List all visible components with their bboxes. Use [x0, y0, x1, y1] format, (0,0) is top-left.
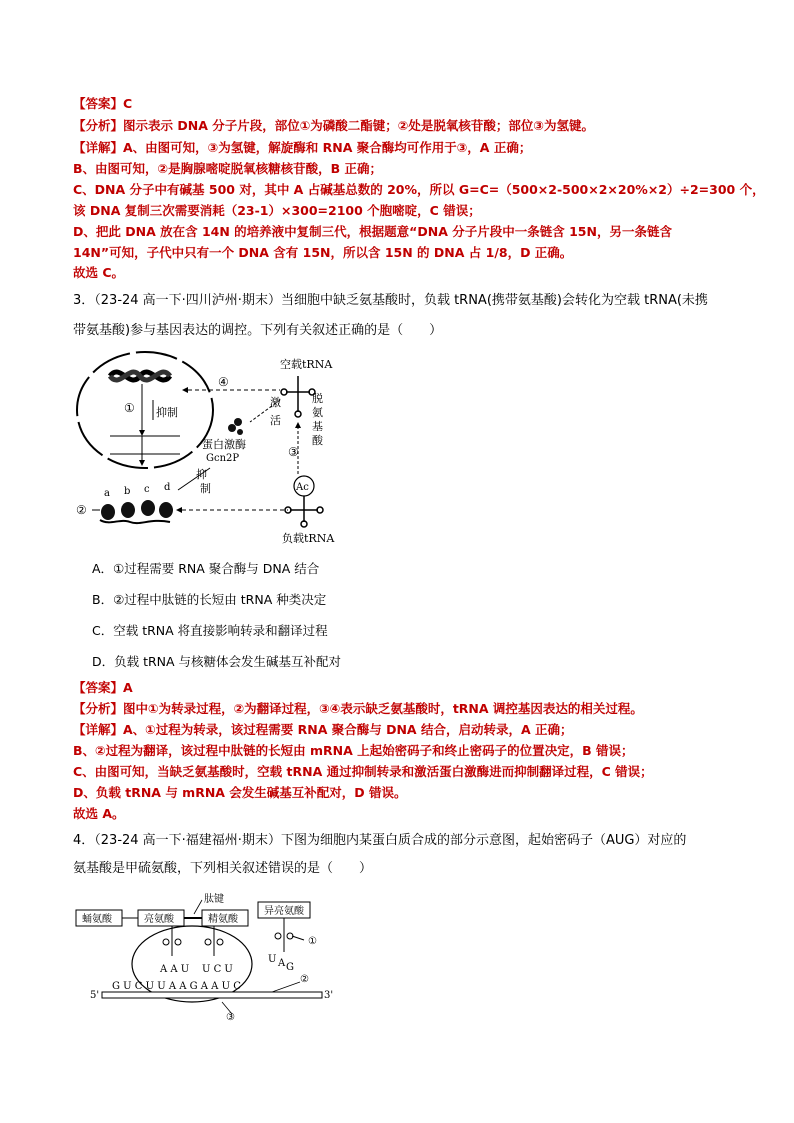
- ac-label: Ac: [296, 482, 309, 493]
- q3-option-d: D．负载 tRNA 与核糖体会发生碱基互补配对: [92, 654, 342, 669]
- explain-line-c2: 该 DNA 复制三次需要消耗（23-1）×300=2100 个胞嘧啶，C 错误；: [73, 203, 481, 218]
- enzyme-sub-label: Gcn2P: [206, 453, 240, 464]
- aa-3-label: 精氨酸: [208, 914, 238, 925]
- question-4-diagram: [72, 892, 342, 1022]
- enzyme-label: 蛋白激酶: [202, 438, 246, 451]
- activate-label-2: 活: [270, 414, 281, 427]
- ribosome-c: c: [144, 484, 150, 495]
- deacyl-2: 氨: [312, 406, 323, 419]
- three-prime-label: 3': [324, 990, 334, 1001]
- loaded-trna-icon: [285, 496, 323, 527]
- explain-line-d2: 14N”可知，子代中只有一个 DNA 含有 15N，所以含 15N 的 DNA 占 1/8，D 正确。: [73, 245, 573, 260]
- step-3-label: ③: [288, 445, 299, 459]
- aa-2-label: 亮氨酸: [144, 914, 174, 925]
- question-3-diagram: [70, 350, 350, 550]
- explain-line-d1: D、把此 DNA 放在含 14N 的培养液中复制三代，根据题意“DNA 分子片段中一条链含 15N，另一条链含: [73, 224, 672, 239]
- q3-option-a: A．①过程需要 RNA 聚合酶与 DNA 结合: [92, 561, 320, 576]
- explain-2-b: B、②过程为翻译，该过程中肽链的长短由 mRNA 上起始密码子和终止密码子的位置决定，B 错误；: [73, 743, 634, 758]
- ribosome-d: d: [164, 482, 171, 493]
- inhibit-label-1: 抑制: [156, 406, 178, 419]
- deacyl-1: 脱: [312, 392, 323, 405]
- anticodon-3a: U: [268, 954, 277, 965]
- label-1: ①: [308, 936, 317, 947]
- step-4-label: ④: [218, 375, 229, 389]
- answer-line-2: 【答案】A: [73, 680, 133, 695]
- five-prime-label: 5': [90, 990, 100, 1001]
- inhibit-label-2b: 制: [200, 482, 211, 495]
- activate-label-1: 激: [270, 396, 281, 409]
- analysis-line-2: 【分析】图中①为转录过程，②为翻译过程，③④表示缺乏氨基酸时，tRNA 调控基因表达的相关过程。: [73, 701, 643, 716]
- question-3-stem-line2: 带氨基酸)参与基因表达的调控。下列有关叙述正确的是（ ）: [73, 323, 443, 338]
- question-3-stem-line1: 3．（23-24 高一下·四川泸州·期末）当细胞中缺乏氨基酸时，负载 tRNA(携带氨基酸)会转化为空载 tRNA(未携: [73, 293, 708, 308]
- question-4-stem-line1: 4．（23-24 高一下·福建福州·期末）下图为细胞内某蛋白质合成的部分示意图，起始密码子（AUG）对应的: [73, 833, 687, 848]
- empty-trna-label: 空载tRNA: [280, 358, 333, 371]
- explain-line-c1: C、DNA 分子中有碱基 500 对，其中 A 占碱基总数的 20%，所以 G=C=（500×2-500×2×20%×2）÷2=300 个，: [73, 182, 765, 197]
- loaded-trna-label: 负载tRNA: [282, 532, 335, 545]
- conclusion-line-2: 故选 A。: [73, 806, 125, 821]
- protein-kinase-icon: [228, 418, 243, 435]
- step-2-label: ②: [76, 503, 87, 517]
- explain-2-c: C、由图可知，当缺乏氨基酸时，空载 tRNA 通过抑制转录和激活蛋白激酶进而抑制翻译过程，C 错误；: [73, 764, 653, 779]
- step-1-label: ①: [124, 401, 135, 415]
- q3-option-c: C．空载 tRNA 将直接影响转录和翻译过程: [92, 623, 328, 638]
- conclusion-line: 故选 C。: [73, 265, 125, 280]
- analysis-line: 【分析】图示表示 DNA 分子片段，部位①为磷酸二酯键；②处是脱氧核苷酸；部位③为氢键。: [73, 118, 594, 133]
- explain-line-a: 【详解】A、由图可知，③为氢键，解旋酶和 RNA 聚合酶均可作用于③，A 正确；: [73, 140, 532, 155]
- aa-1-label: 蛹氨酸: [82, 914, 112, 925]
- anticodon-3b: A: [278, 958, 286, 969]
- empty-trna-icon: [281, 376, 315, 417]
- deacyl-3: 基: [312, 420, 323, 433]
- label-3: ③: [226, 1012, 235, 1022]
- q3-option-b: B．②过程中肽链的长短由 tRNA 种类决定: [92, 592, 327, 607]
- label-2: ②: [300, 974, 309, 985]
- deacyl-4: 酸: [312, 434, 323, 447]
- anticodon-1: A A U: [160, 964, 190, 975]
- question-4-stem-line2: 氨基酸是甲硫氨酸，下列相关叙述错误的是（ ）: [73, 861, 373, 876]
- anticodon-3c: G: [286, 962, 294, 973]
- explain-line-b: B、由图可知，②是胸腺嘧啶脱氧核糖核苷酸，B 正确；: [73, 161, 382, 176]
- inhibit-label-2a: 抑: [196, 468, 207, 481]
- mrna-sequence: G U C U U A A G A A U C: [112, 981, 241, 992]
- explain-2-a: 【详解】A、①过程为转录，该过程需要 RNA 聚合酶与 DNA 结合，启动转录，A 正确；: [73, 722, 573, 737]
- anticodon-2: U C U: [202, 964, 233, 975]
- ribosome-a: a: [104, 488, 110, 499]
- ribosome-group: [101, 500, 173, 520]
- ribosome-b: b: [124, 486, 131, 497]
- peptide-bond-label: 肽键: [204, 894, 224, 905]
- mrna-strand: [102, 992, 322, 998]
- answer-line: 【答案】C: [73, 96, 133, 111]
- dna-helix: [110, 372, 170, 380]
- explain-2-d: D、负载 tRNA 与 mRNA 会发生碱基互补配对，D 错误。: [73, 785, 407, 800]
- aa-4-label: 异亮氨酸: [264, 906, 304, 917]
